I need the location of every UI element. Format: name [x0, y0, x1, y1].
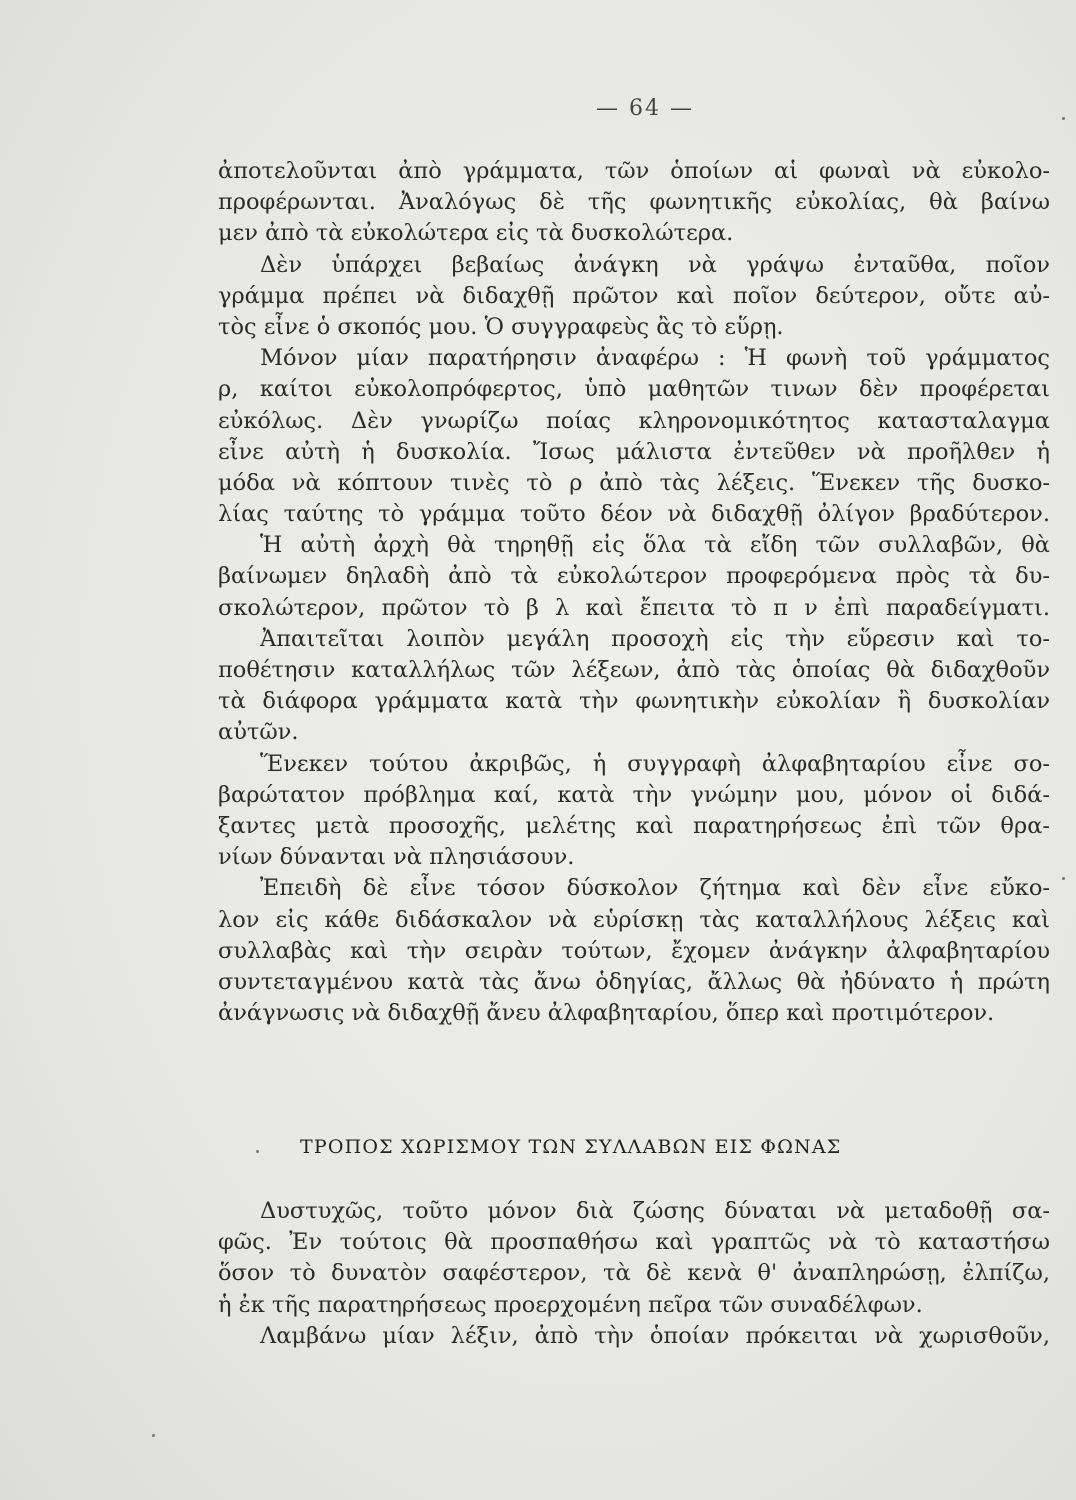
text-line: φῶς. Ἐν τούτοις θὰ προσπαθήσω καὶ γραπτῶς νὰ τὸ καταστήσω [218, 1229, 1050, 1256]
text-line: εἶνε αὐτὴ ἡ δυσκολία. Ἴσως μάλιστα ἐντεῦθεν νὰ προῆλθεν ἡ [218, 438, 1050, 465]
text-line: ξαντες μετὰ προσοχῆς, μελέτης καὶ παρατηρήσεως ἐπὶ τῶν θρα- [218, 812, 1050, 839]
paper-speck [256, 1150, 259, 1153]
text-line: σκολώτερον, πρῶτον τὸ β λ καὶ ἔπειτα τὸ π ν ἐπὶ παραδείγματι. [218, 594, 1050, 621]
text-line: Λαμβάνω μίαν λέξιν, ἀπὸ τὴν ὁποίαν πρόκειται νὰ χωρισθοῦν, [260, 1322, 1050, 1349]
body-text [218, 156, 1050, 1029]
text-line: ἀνάγνωσις νὰ διδαχθῇ ἄνευ ἀλφαβηταρίου, ὅπερ καὶ προτιμότερον. [218, 1000, 995, 1027]
section-text [218, 1196, 1050, 1352]
text-line: ὅσον τὸ δυνατὸν σαφέστερον, τὰ δὲ κενὰ θ' ἀναπληρώσῃ, ἐλπίζω, [218, 1260, 1050, 1287]
text-line: τὸς εἶνε ὁ σκοπός μου. Ὁ συγγραφεὺς ἂς τὸ εὕρῃ. [218, 313, 784, 340]
text-line: ποθέτησιν καταλλήλως τῶν λέξεων, ἀπὸ τὰς ὁποίας θὰ διδαχθοῦν [218, 657, 1050, 683]
text-line: βαίνωμεν δηλαδὴ ἀπὸ τὰ εὐκολώτερον προφερόμενα πρὸς τὰ δυ- [218, 563, 1050, 590]
text-line: ἡ ἐκ τῆς παρατηρήσεως προερχομένη πεῖρα τῶν συναδέλφων. [218, 1291, 923, 1318]
text-line: Ἡ αὐτὴ ἀρχὴ θὰ τηρηθῇ εἰς ὅλα τὰ εἴδη τῶν συλλαβῶν, θὰ [260, 532, 1050, 559]
paper-speck [1062, 877, 1065, 880]
text-line: Μόνον μίαν παρατήρησιν ἀναφέρω : Ἡ φωνὴ τοῦ γράμματος [260, 345, 1050, 372]
text-line: Δὲν ὑπάρχει βεβαίως ἀνάγκη νὰ γράψω ἐνταῦθα, ποῖον [260, 251, 1050, 278]
text-line: Ἐπειδὴ δὲ εἶνε τόσον δύσκολον ζήτημα καὶ δὲν εἶνε εὔκο- [260, 875, 1050, 902]
paper-speck [1062, 117, 1065, 120]
text-line: προφέρωνται. Ἀναλόγως δὲ τῆς φωνητικῆς εὐκολίας, θὰ βαίνω [218, 189, 1050, 216]
text-line: νίων δύνανται νὰ πλησιάσουν. [218, 844, 575, 871]
text-line: λίας ταύτης τὸ γράμμα τοῦτο δέον νὰ διδαχθῇ ὀλίγον βραδύτερον. [218, 501, 1050, 528]
paper-speck [152, 1434, 155, 1437]
page-number: — 64 — [596, 96, 694, 121]
text-line: εὐκόλως. Δὲν γνωρίζω ποίας κληρονομικότητος κατασταλαγμα [218, 407, 1050, 434]
text-line: Ἕνεκεν τούτου ἀκριβῶς, ἡ συγγραφὴ ἀλφαβηταρίου εἶνε σο- [260, 750, 1050, 777]
text-line: μεν ἀπὸ τὰ εὐκολώτερα εἰς τὰ δυσκολώτερα. [218, 220, 734, 247]
text-line: Δυστυχῶς, τοῦτο μόνον διὰ ζώσης δύναται νὰ μεταδοθῇ σα- [260, 1198, 1050, 1224]
text-line: συλλαβὰς καὶ τὴν σειρὰν τούτων, ἔχομεν ἀνάγκην ἀλφαβηταρίου [218, 937, 1050, 964]
text-line: τὰ διάφορα γράμματα κατὰ τὴν φωνητικὴν εὐκολίαν ἢ δυσκολίαν [218, 688, 1050, 715]
text-line: βαρώτατον πρόβλημα καί, κατὰ τὴν γνώμην μου, μόνον οἱ διδά- [218, 781, 1050, 808]
text-line: γράμμα πρέπει νὰ διδαχθῇ πρῶτον καὶ ποῖον δεύτερον, οὔτε αὐ- [218, 282, 1050, 309]
text-line: ἀποτελοῦνται ἀπὸ γράμματα, τῶν ὁποίων αἱ φωναὶ νὰ εὐκολο- [218, 158, 1050, 184]
text-line: ρ, καίτοι εὐκολοπρόφερτος, ὑπὸ μαθητῶν τινων δὲν προφέρεται [218, 376, 1050, 403]
text-line: μόδα νὰ κόπτουν τινὲς τὸ ρ ἀπὸ τὰς λέξεις. Ἕνεκεν τῆς δυσκο- [218, 469, 1050, 496]
section-heading: ΤΡΟΠΟΣ ΧΩΡΙΣΜΟΥ ΤΩΝ ΣΥΛΛΑΒΩΝ ΕΙΣ ΦΩΝΑΣ [300, 1136, 842, 1158]
text-line: λον εἰς κάθε διδάσκαλον νὰ εὑρίσκῃ τὰς καταλλήλους λέξεις καὶ [218, 906, 1050, 933]
text-line: συντεταγμένου κατὰ τὰς ἄνω ὁδηγίας, ἄλλως θὰ ἠδύνατο ἡ πρώτη [218, 968, 1050, 995]
text-line: Ἀπαιτεῖται λοιπὸν μεγάλη προσοχὴ εἰς τὴν εὕρεσιν καὶ το- [260, 625, 1050, 652]
text-line: αὐτῶν. [218, 719, 299, 746]
